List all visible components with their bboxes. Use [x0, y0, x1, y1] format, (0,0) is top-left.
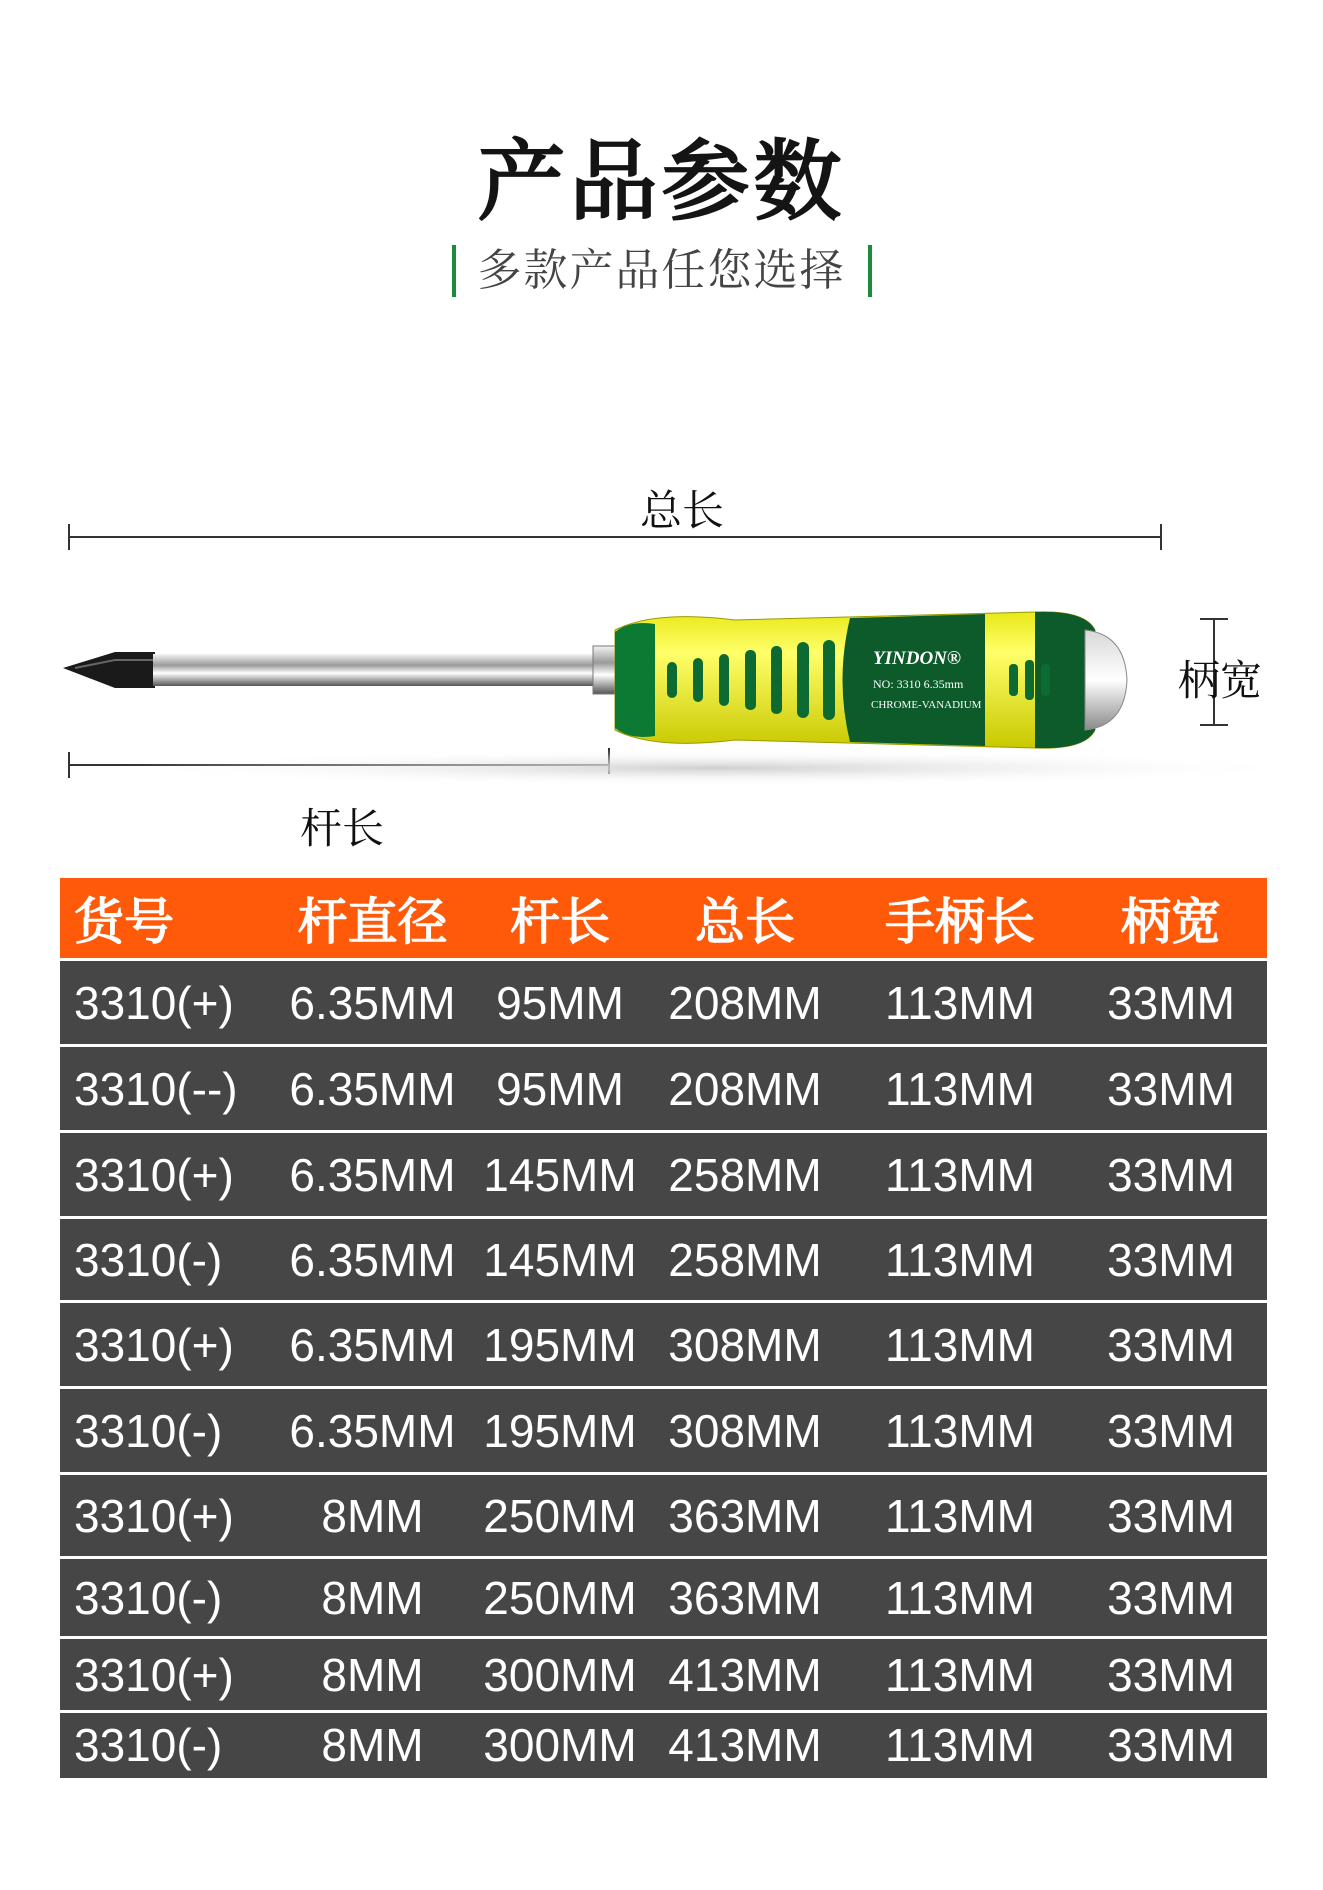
table-cell: 113MM [845, 1638, 1075, 1712]
table-cell: 3310(-) [60, 1218, 270, 1302]
table-cell: 3310(+) [60, 960, 270, 1046]
table-cell: 363MM [645, 1558, 845, 1638]
table-row [60, 1218, 1267, 1302]
table-cell: 33MM [1075, 1388, 1267, 1474]
table-cell: 363MM [645, 1474, 845, 1558]
page-title: 产品参数 [477, 130, 846, 233]
table-cell: 3310(+) [60, 1302, 270, 1388]
material-text: CHROME-VANADIUM [871, 699, 982, 711]
table-cell: 3310(-) [60, 1388, 270, 1474]
table-cell: 3310(--) [60, 1046, 270, 1132]
table-cell: 113MM [845, 960, 1075, 1046]
table-cell: 308MM [645, 1302, 845, 1388]
table-row [60, 1046, 1267, 1132]
subtitle-wrap [0, 245, 1323, 297]
table-cell: 3310(+) [60, 1132, 270, 1218]
table-row [60, 1558, 1267, 1638]
total-length-line [68, 536, 1162, 538]
table-cell: 413MM [645, 1638, 845, 1712]
table-cell: 113MM [845, 1712, 1075, 1778]
table-cell: 33MM [1075, 1046, 1267, 1132]
page-subtitle: 多款产品任您选择 [452, 245, 872, 297]
table-cell: 33MM [1075, 960, 1267, 1046]
total-length-label: 总长 [640, 486, 725, 535]
table-cell: 8MM [270, 1558, 475, 1638]
header-cell: 总长 [645, 878, 845, 960]
table-cell: 3310(+) [60, 1638, 270, 1712]
header-cell: 货号 [60, 878, 270, 960]
table-cell: 6.35MM [270, 1218, 475, 1302]
table-cell: 113MM [845, 1046, 1075, 1132]
table-cell: 413MM [645, 1712, 845, 1778]
table-cell: 33MM [1075, 1302, 1267, 1388]
table-cell: 3310(+) [60, 1474, 270, 1558]
table-cell: 113MM [845, 1218, 1075, 1302]
table-row [60, 960, 1267, 1046]
table-cell: 113MM [845, 1302, 1075, 1388]
table-cell: 195MM [475, 1388, 645, 1474]
table-cell: 3310(-) [60, 1712, 270, 1778]
table-cell: 3310(-) [60, 1558, 270, 1638]
table-row [60, 1638, 1267, 1712]
table-cell: 8MM [270, 1474, 475, 1558]
table-cell: 250MM [475, 1474, 645, 1558]
header-cell: 杆长 [475, 878, 645, 960]
table-cell: 208MM [645, 960, 845, 1046]
table-cell: 6.35MM [270, 960, 475, 1046]
table-cell: 33MM [1075, 1638, 1267, 1712]
table-cell: 113MM [845, 1474, 1075, 1558]
total-length-tick-right [1160, 524, 1162, 550]
table-cell: 258MM [645, 1132, 845, 1218]
brand-text: YINDON® [873, 648, 962, 669]
table-cell: 33MM [1075, 1132, 1267, 1218]
table-row [60, 1474, 1267, 1558]
total-length-tick-left [68, 524, 70, 550]
shaft-length-label: 杆长 [300, 804, 385, 853]
table-cell: 113MM [845, 1558, 1075, 1638]
screwdriver-image [55, 590, 1285, 790]
table-cell: 95MM [475, 1046, 645, 1132]
table-cell: 195MM [475, 1302, 645, 1388]
table-row [60, 1712, 1267, 1778]
table-cell: 6.35MM [270, 1046, 475, 1132]
table-row [60, 1132, 1267, 1218]
table-header-row [60, 878, 1267, 960]
table-cell: 33MM [1075, 1712, 1267, 1778]
table-cell: 300MM [475, 1712, 645, 1778]
table-cell: 113MM [845, 1132, 1075, 1218]
table-cell: 33MM [1075, 1218, 1267, 1302]
table-row [60, 1388, 1267, 1474]
table-cell: 250MM [475, 1558, 645, 1638]
table-cell: 308MM [645, 1388, 845, 1474]
spec-table [60, 878, 1267, 1778]
table-cell: 33MM [1075, 1558, 1267, 1638]
header-cell: 手柄长 [845, 878, 1075, 960]
table-cell: 8MM [270, 1638, 475, 1712]
table-cell: 145MM [475, 1218, 645, 1302]
handle-width-label: 柄宽 [1178, 656, 1263, 705]
table-cell: 33MM [1075, 1474, 1267, 1558]
table-cell: 6.35MM [270, 1302, 475, 1388]
header-cell: 杆直径 [270, 878, 475, 960]
table-cell: 300MM [475, 1638, 645, 1712]
table-row [60, 1302, 1267, 1388]
header-cell: 柄宽 [1075, 878, 1267, 960]
model-text: NO: 3310 6.35mm [873, 677, 964, 691]
table-cell: 6.35MM [270, 1132, 475, 1218]
table-cell: 145MM [475, 1132, 645, 1218]
table-cell: 208MM [645, 1046, 845, 1132]
table-cell: 258MM [645, 1218, 845, 1302]
table-cell: 8MM [270, 1712, 475, 1778]
table-cell: 113MM [845, 1388, 1075, 1474]
table-cell: 6.35MM [270, 1388, 475, 1474]
table-cell: 95MM [475, 960, 645, 1046]
